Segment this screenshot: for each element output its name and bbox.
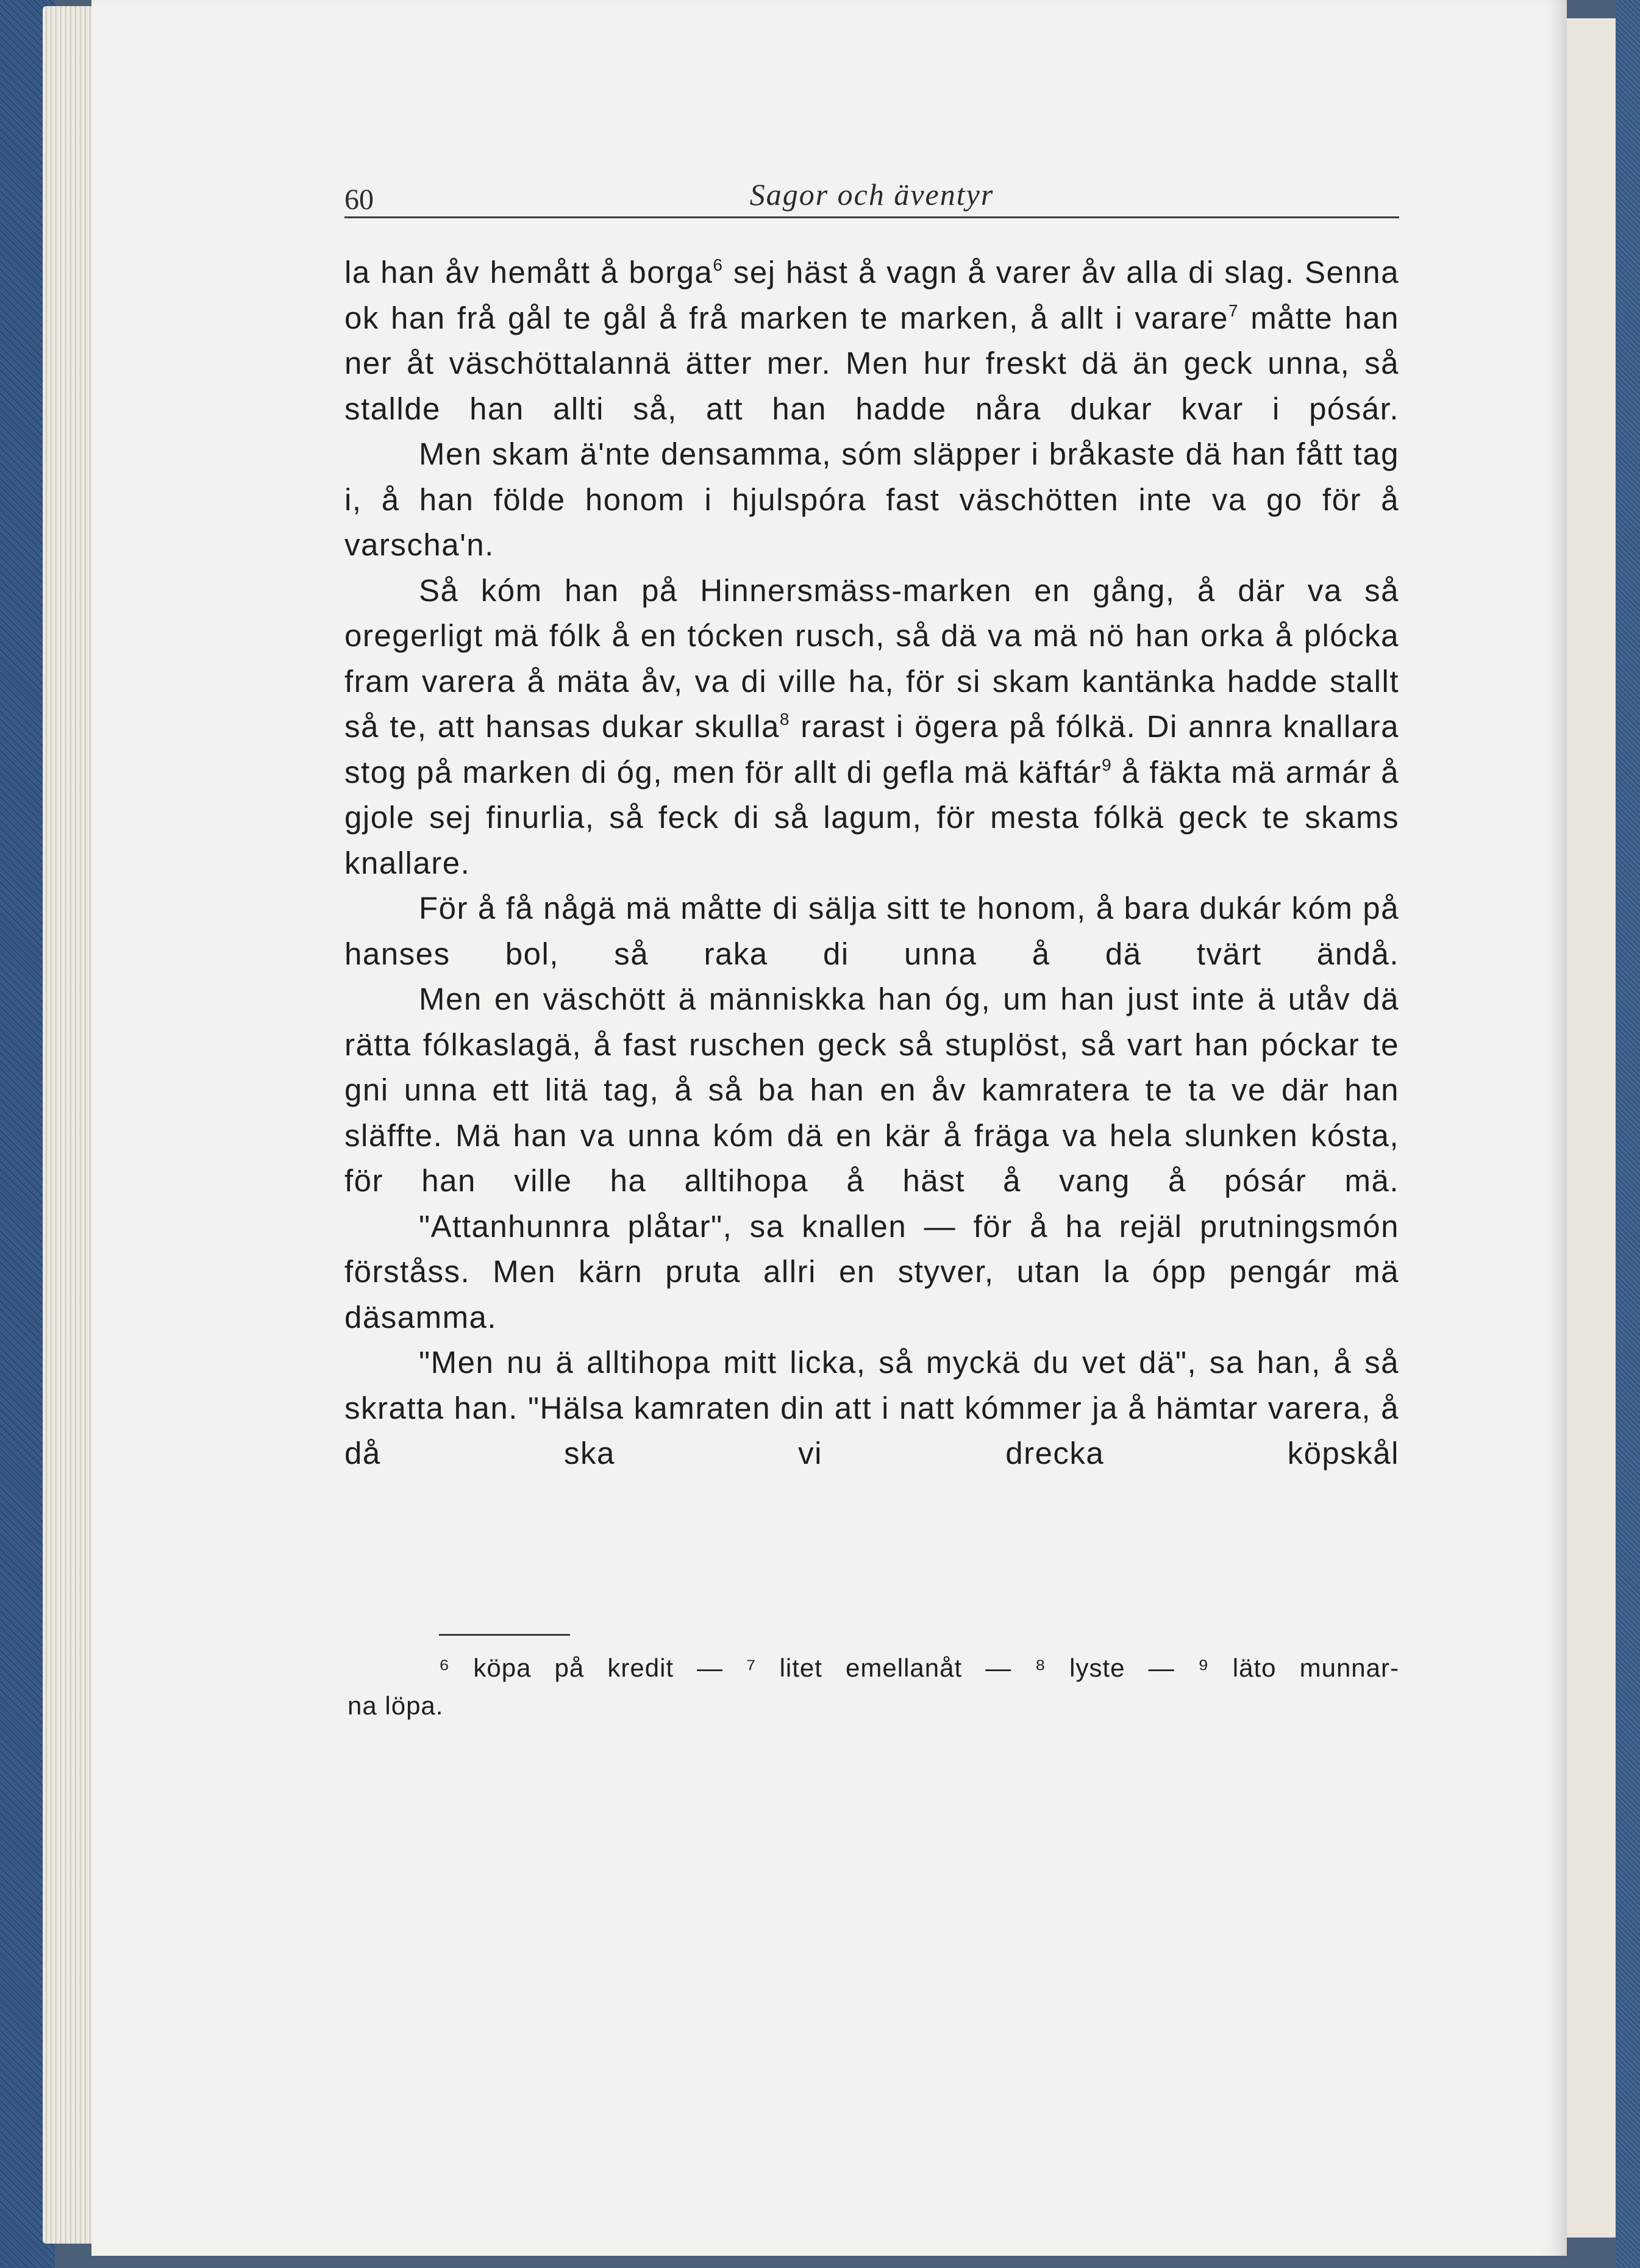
footnote-line-2: na löpa.: [348, 1691, 444, 1720]
paragraph-3: [344, 568, 1399, 886]
facing-page-edge: [1561, 18, 1624, 2238]
paragraph-1: [344, 250, 1399, 432]
footnote-rule: [439, 1634, 570, 1636]
book-cover-right: [1616, 0, 1640, 2268]
paragraph-5: Men en väschött ä människka han óg, um han just inte ä utåv dä rätta fólkaslagä, å fast ruschen geck så stuplöst, så vart han póckar te gni unna ett litä tag, å så ba han en åv kamratera te ta ve där han släffte. Mä han va unna kóm dä en kär å fräga va hela slunken kósta, för han ville ha alltihopa å häst å vang å pósár mä.: [344, 982, 1399, 1198]
footnote-line-1: ⁶ köpa på kredit — ⁷ litet emellanåt — ⁸ lyste — ⁹ läto munnar-: [439, 1653, 1399, 1682]
paragraph-4: För å få någä mä måtte di sälja sitt te honom, å bara dukár kóm på hanses bol, så raka di unna å dä tvärt ändå.: [344, 891, 1399, 971]
paragraph-3-text-a: Så kóm han på Hinnersmäss-marken en gång, å där va så oregerligt mä fólk å en tócken rusch, så dä va mä nö han orka å plócka fram varera å mäta åv, va di ville ha, för si skam kantänka hadde stallt så te, att hansas dukar skulla: [344, 572, 1399, 744]
paragraph-3-text-c: å fäkta mä armár å gjole sej finurlia, så feck di så lagum, för mesta fólkä geck te skams knallare.: [344, 754, 1399, 880]
paragraph-1-text-b: sej häst å vagn å varer åv alla di slag. Senna ok han frå gål te gål å frå marken te marken, å allt i varare: [344, 255, 1399, 335]
page-number: 60: [344, 184, 374, 216]
paragraph-1-text-c: måtte han ner åt väschöttalannä ätter mer. Men hur freskt dä än geck unna, så stallde han allti så, att han hadde nåra dukar kvar i pósár.: [344, 300, 1400, 426]
paragraph-6: "Attanhunnra plåtar", sa knallen — för å ha rejäl prutningsmón förståss. Men kärn pruta allri en styver, utan la ópp pengár mä däsamma.: [344, 1208, 1399, 1335]
footnote-marker: 8: [779, 710, 790, 729]
header-rule: [344, 216, 1399, 218]
paragraph-2: Men skam ä'nte densamma, sóm släpper i bråkaste dä han fått tag i, å han földe honom i hjulspóra fast väschötten inte va go för å varscha'n.: [344, 437, 1399, 562]
footnotes: [348, 1649, 1399, 1725]
paragraph-7: "Men nu ä alltihopa mitt licka, så myckä du vet dä", sa han, å så skratta han. "Hälsa kamraten din att i natt kómmer ja å hämtar varera, å då ska vi drecka köpskål: [344, 1345, 1399, 1471]
paragraph-1-text-a: la han åv hemått å borga: [344, 255, 713, 290]
running-title: Sagor och äventyr: [749, 177, 994, 212]
body-text: [344, 250, 1399, 1477]
footnote-marker: 6: [713, 255, 724, 274]
footnote-marker: 7: [1228, 301, 1239, 320]
paragraph-3-text-b: rarast i ögera på fólkä. Di annra knallara stog på marken di óg, men för allt di gefla mä käftár: [344, 709, 1399, 790]
footnote-marker: 9: [1102, 755, 1113, 774]
page-header: [344, 177, 1399, 226]
page-edges: [43, 6, 98, 2244]
